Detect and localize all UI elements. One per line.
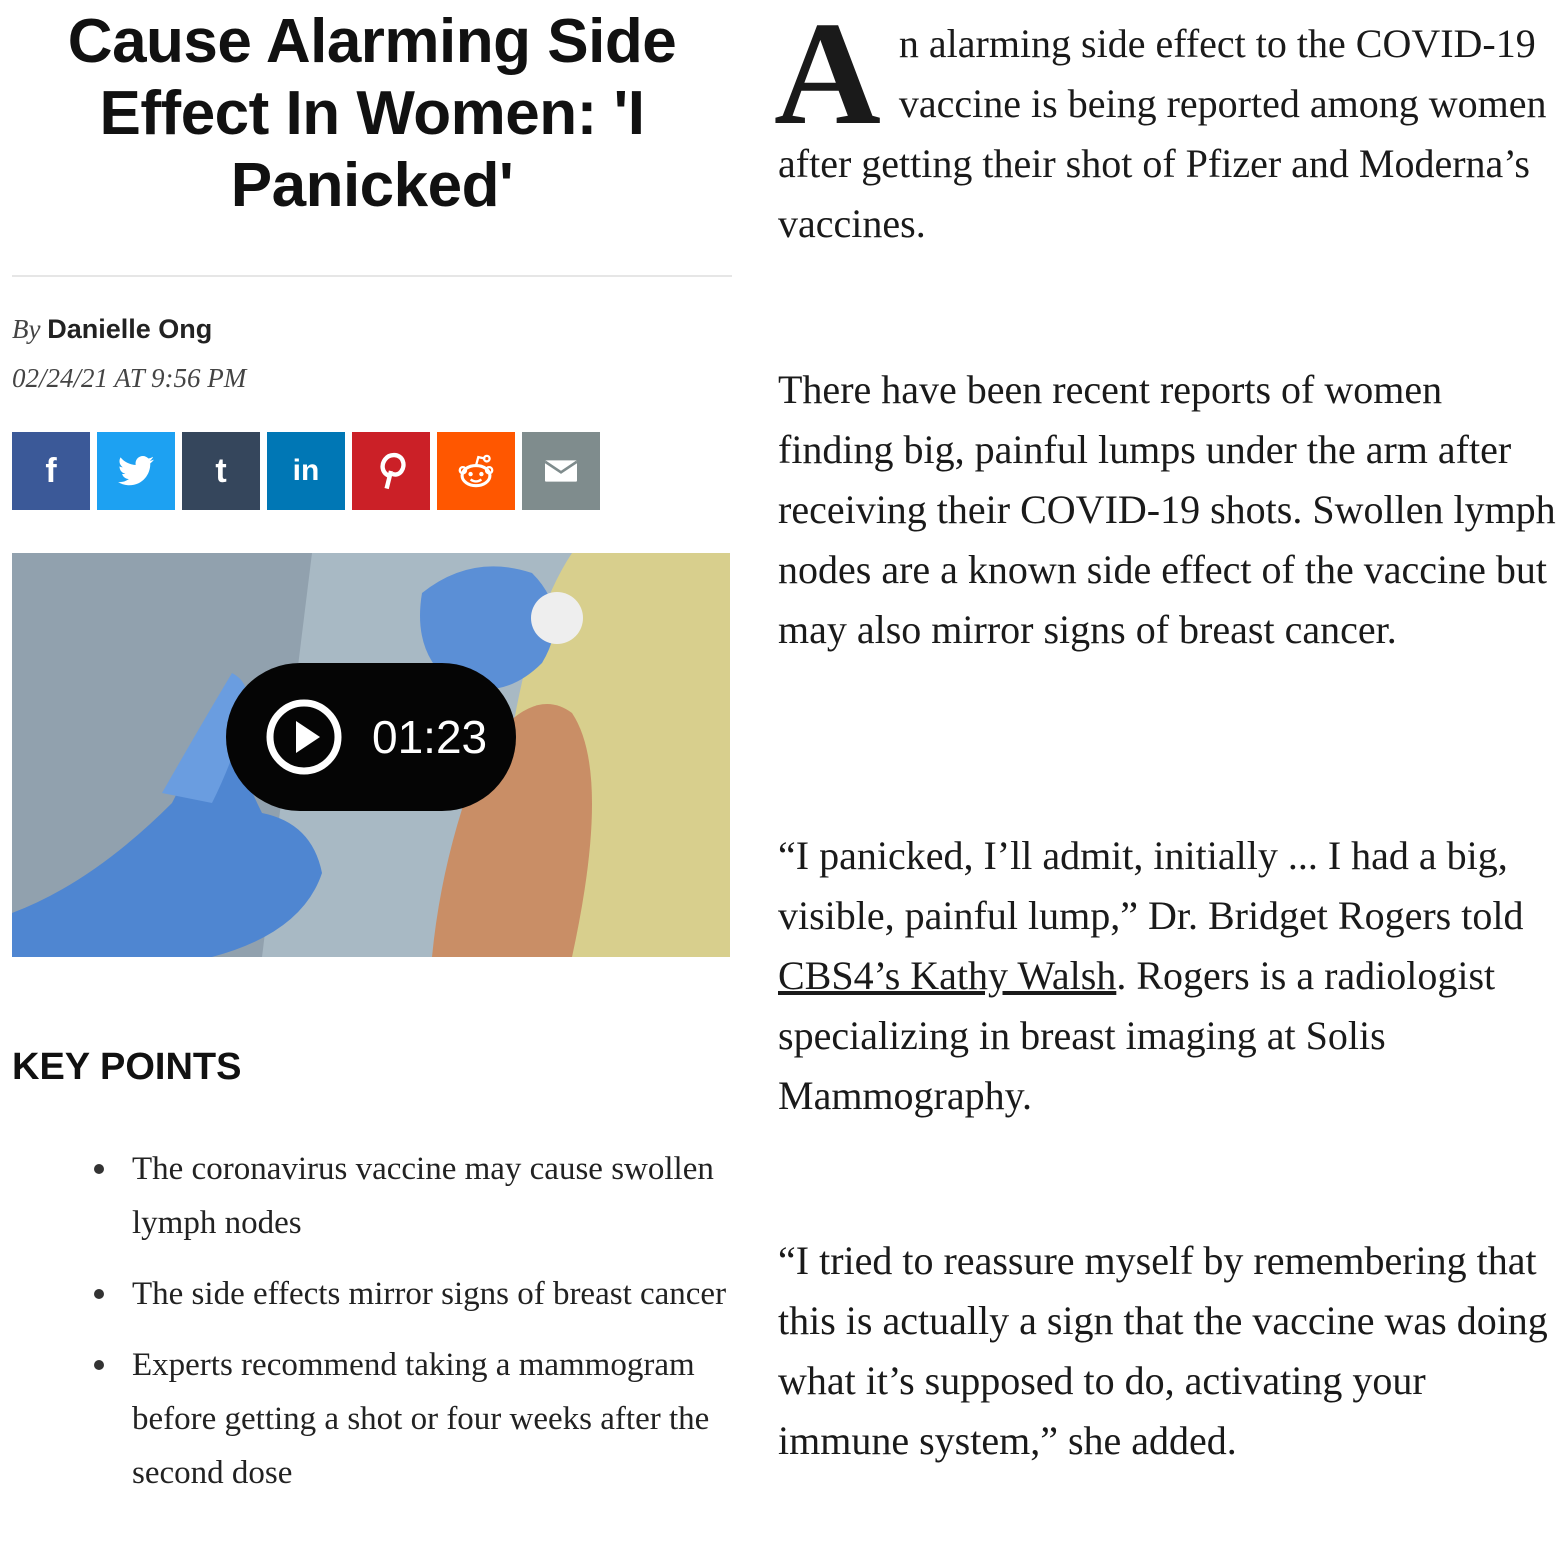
headline-line-3: Panicked' bbox=[230, 151, 514, 220]
author-name[interactable]: Danielle Ong bbox=[47, 314, 213, 344]
linkedin-icon: in bbox=[292, 454, 320, 487]
paragraph-2: There have been recent reports of women finding big, painful lumps under the arm after receiving their COVID-19 shots. Swollen lymph nodes are a known side effect of the vaccine but may also mirror signs of breast cancer. bbox=[778, 367, 1556, 652]
share-linkedin-button[interactable] bbox=[267, 432, 345, 510]
pinterest-icon bbox=[376, 452, 406, 490]
twitter-icon bbox=[118, 456, 154, 486]
email-icon bbox=[545, 460, 577, 482]
publish-date: 02/24/21 AT 9:56 PM bbox=[12, 363, 247, 393]
facebook-icon: f bbox=[45, 451, 57, 490]
share-bar bbox=[12, 432, 607, 510]
share-email-button[interactable] bbox=[522, 432, 600, 510]
key-point-item: Experts recommend taking a mammogram before getting a shot or four weeks after the second dose bbox=[12, 1338, 732, 1500]
key-points-title: KEY POINTS bbox=[12, 1046, 242, 1088]
share-reddit-button[interactable] bbox=[437, 432, 515, 510]
bullet-icon bbox=[94, 1360, 104, 1370]
reddit-icon bbox=[457, 454, 495, 488]
share-facebook-button[interactable] bbox=[12, 432, 90, 510]
byline-prefix: By bbox=[12, 314, 41, 344]
paragraph-3: “I panicked, I’ll admit, initially ... I had a big, visible, painful lump,” Dr. Bridget Rogers told CBS4’s Kathy Walsh. Rogers is a radiologist specializing in breast imaging at Solis Mammography. bbox=[778, 833, 1524, 1118]
bullet-icon bbox=[94, 1164, 104, 1174]
divider bbox=[12, 275, 732, 277]
headline-line-1: Cause Alarming Side bbox=[67, 7, 677, 76]
bullet-icon bbox=[94, 1289, 104, 1299]
tumblr-icon: t bbox=[215, 451, 227, 490]
key-point-item: The coronavirus vaccine may cause swollen lymph nodes bbox=[12, 1142, 732, 1250]
share-pinterest-button[interactable] bbox=[352, 432, 430, 510]
paragraph-1: An alarming side effect to the COVID-19 vaccine is being reported among women after getting their shot of Pfizer and Moderna’s vaccines. bbox=[774, 0, 1547, 246]
drop-cap: A bbox=[774, 0, 881, 156]
headline-line-2: Effect In Women: 'I bbox=[99, 79, 645, 148]
paragraph-4: “I tried to reassure myself by remembering that this is actually a sign that the vaccine was doing what it’s supposed to do, activating your immune system,” she added. bbox=[778, 1238, 1548, 1463]
video-duration: 01:23 bbox=[372, 711, 488, 763]
video-player[interactable] bbox=[12, 553, 730, 957]
byline bbox=[12, 314, 212, 345]
play-duration-pill[interactable] bbox=[226, 663, 516, 811]
key-point-item: The side effects mirror signs of breast cancer bbox=[12, 1267, 732, 1321]
headline-cut-line bbox=[12, 0, 732, 6]
article-headline bbox=[12, 0, 732, 222]
share-tumblr-button[interactable] bbox=[182, 432, 260, 510]
play-icon bbox=[264, 697, 344, 777]
share-twitter-button[interactable] bbox=[97, 432, 175, 510]
key-points-list bbox=[12, 1142, 732, 1517]
cbs4-kathy-walsh-link[interactable]: CBS4’s Kathy Walsh bbox=[778, 953, 1117, 998]
